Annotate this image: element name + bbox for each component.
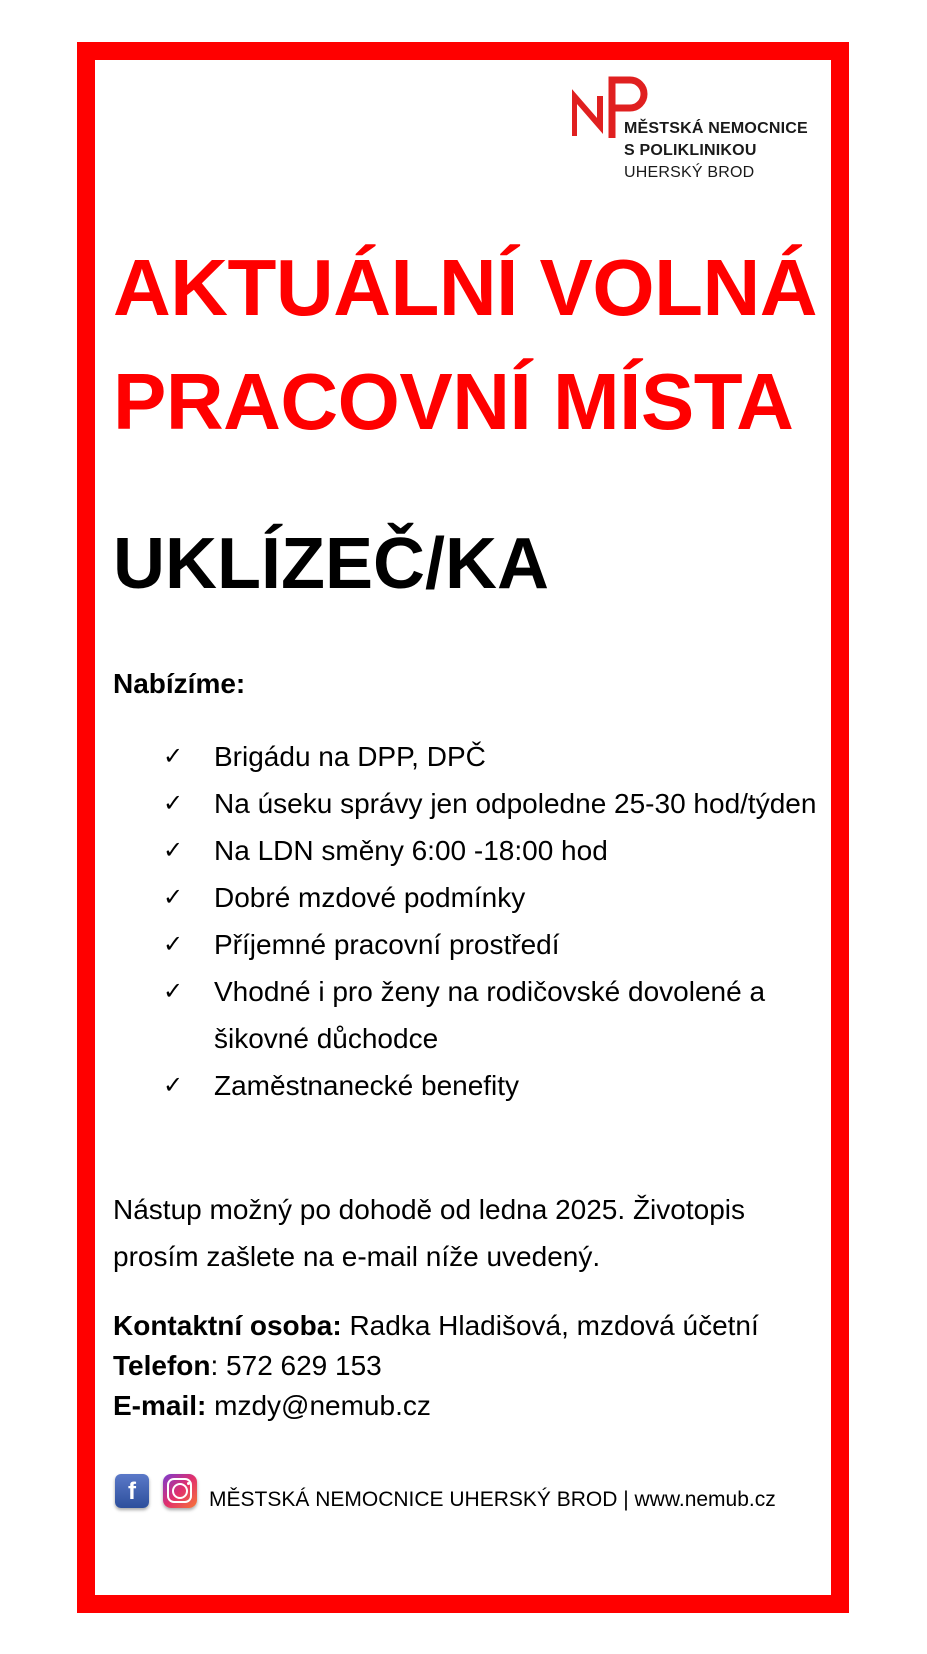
list-item: ✓ Na LDN směny 6:00 -18:00 hod bbox=[163, 827, 823, 874]
headline-line-2: PRACOVNÍ MÍSTA bbox=[113, 357, 794, 446]
start-note: Nástup možný po dohodě od ledna 2025. Životopis prosím zašlete na e-mail níže uvedený. bbox=[113, 1194, 745, 1272]
contact-email: E-mail: mzdy@nemub.cz bbox=[113, 1390, 431, 1421]
logo-line-2: S POLIKLINIKOU bbox=[624, 142, 757, 159]
footer bbox=[113, 1474, 833, 1514]
contact-block bbox=[113, 1306, 759, 1426]
checkmark-icon: ✓ bbox=[163, 743, 184, 770]
job-title: UKLÍZEČ/KA bbox=[113, 524, 549, 604]
checkmark-icon: ✓ bbox=[163, 790, 184, 817]
offer-heading: Nabízíme: bbox=[113, 668, 246, 699]
footer-text: MĚSTSKÁ NEMOCNICE UHERSKÝ BROD | www.nemub.cz bbox=[209, 1488, 776, 1511]
contact-person: Kontaktní osoba: Radka Hladišová, mzdová účetní bbox=[113, 1310, 759, 1341]
instagram-icon[interactable] bbox=[163, 1474, 197, 1508]
checkmark-icon: ✓ bbox=[163, 837, 184, 864]
list-item: ✓ Dobré mzdové podmínky bbox=[163, 874, 823, 921]
logo-line-1: MĚSTSKÁ NEMOCNICE bbox=[624, 120, 808, 137]
list-item: ✓ Zaměstnanecké benefity bbox=[163, 1062, 823, 1109]
logo-line-3: UHERSKÝ BROD bbox=[624, 164, 755, 181]
hospital-logo bbox=[572, 76, 852, 196]
checkmark-icon: ✓ bbox=[163, 884, 184, 911]
headline-line-1: AKTUÁLNÍ VOLNÁ bbox=[113, 243, 818, 332]
checkmark-icon: ✓ bbox=[163, 978, 184, 1005]
contact-phone: Telefon: 572 629 153 bbox=[113, 1350, 382, 1381]
checkmark-icon: ✓ bbox=[163, 1072, 184, 1099]
list-item: ✓ Příjemné pracovní prostředí bbox=[163, 921, 823, 968]
list-item: ✓ Vhodné i pro ženy na rodičovské dovolené a šikovné důchodce bbox=[163, 968, 823, 1062]
list-item: ✓ Na úseku správy jen odpoledne 25-30 hod/týden bbox=[163, 780, 823, 827]
facebook-icon[interactable]: f bbox=[115, 1474, 149, 1508]
checkmark-icon: ✓ bbox=[163, 931, 184, 958]
offer-list bbox=[163, 733, 823, 1109]
list-item: ✓ Brigádu na DPP, DPČ bbox=[163, 733, 823, 780]
